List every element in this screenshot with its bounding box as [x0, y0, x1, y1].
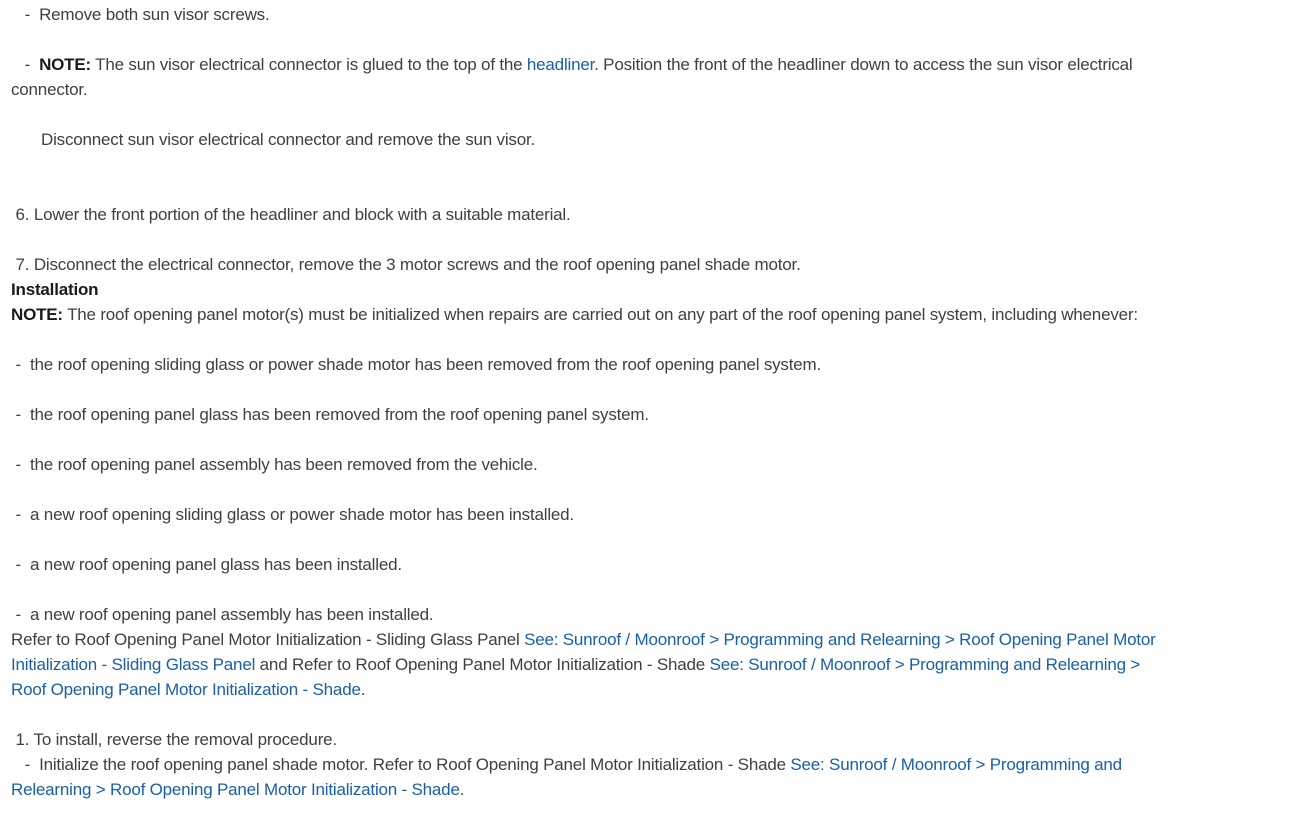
installation-heading: Installation	[11, 280, 99, 299]
step-7: 7. Disconnect the electrical connector, remove the 3 motor screws and the roof opening panel shade motor.	[11, 255, 801, 274]
shade-init-link[interactable]: See: Sunroof / Moonroof > Programming and Relearning >	[709, 655, 1141, 674]
note-text-1: The sun visor electrical connector is glued to the top of the	[90, 55, 527, 74]
bullet-4: - a new roof opening sliding glass or power shade motor has been installed.	[11, 505, 574, 524]
headliner-link[interactable]: headliner	[526, 55, 595, 74]
refer-text-1: Refer to Roof Opening Panel Motor Initialization - Sliding Glass Panel	[11, 630, 525, 649]
substep-text: - Initialize the roof opening panel shade motor. Refer to Roof Opening Panel Motor Initialization - Shade	[11, 755, 791, 774]
installation-note-text: The roof opening panel motor(s) must be initialized when repairs are carried out on any part of the roof opening panel system, including whenever:	[62, 305, 1138, 324]
bullet-1: - the roof opening sliding glass or power shade motor has been removed from the roof opening panel system.	[11, 355, 821, 374]
note-sun-visor-cont: connector.	[11, 80, 88, 99]
installation-note	[11, 302, 1250, 327]
refer-line-2	[11, 652, 1250, 677]
bullet-2: - the roof opening panel glass has been removed from the roof opening panel system.	[11, 405, 649, 424]
sliding-glass-init-link[interactable]: See: Sunroof / Moonroof > Programming and Relearning > Roof Opening Panel Motor	[524, 630, 1156, 649]
refer-line-1	[11, 627, 1250, 652]
shade-init-link-2-cont[interactable]: Relearning > Roof Opening Panel Motor Initialization - Shade	[11, 780, 460, 799]
refer-text-2: and Refer to Roof Opening Panel Motor Initialization - Shade	[255, 655, 710, 674]
refer-line-3	[11, 677, 1250, 702]
step-remove-screws: - Remove both sun visor screws.	[11, 5, 270, 24]
sliding-glass-init-link-cont[interactable]: Initialization - Sliding Glass Panel	[11, 655, 256, 674]
installation-note-label: NOTE:	[11, 305, 63, 324]
install-substep-cont	[11, 777, 1250, 802]
note-text-2: . Position the front of the headliner down to access the sun visor electrical	[594, 55, 1133, 74]
shade-init-link-2[interactable]: See: Sunroof / Moonroof > Programming and	[790, 755, 1122, 774]
bullet-5: - a new roof opening panel glass has been installed.	[11, 555, 402, 574]
refer-end: .	[360, 680, 366, 699]
install-substep	[11, 752, 1250, 777]
note-prefix: -	[11, 55, 40, 74]
substep-end: .	[459, 780, 465, 799]
step-disconnect-visor: Disconnect sun visor electrical connector and remove the sun visor.	[41, 130, 536, 149]
bullet-6: - a new roof opening panel assembly has been installed.	[11, 605, 434, 624]
step-6: 6. Lower the front portion of the headliner and block with a suitable material.	[11, 205, 571, 224]
shade-init-link-cont[interactable]: Roof Opening Panel Motor Initialization - Shade	[11, 680, 361, 699]
install-step-1: 1. To install, reverse the removal procedure.	[11, 730, 337, 749]
bullet-3: - the roof opening panel assembly has been removed from the vehicle.	[11, 455, 538, 474]
note-sun-visor	[11, 52, 1250, 77]
note-label: NOTE:	[39, 55, 91, 74]
